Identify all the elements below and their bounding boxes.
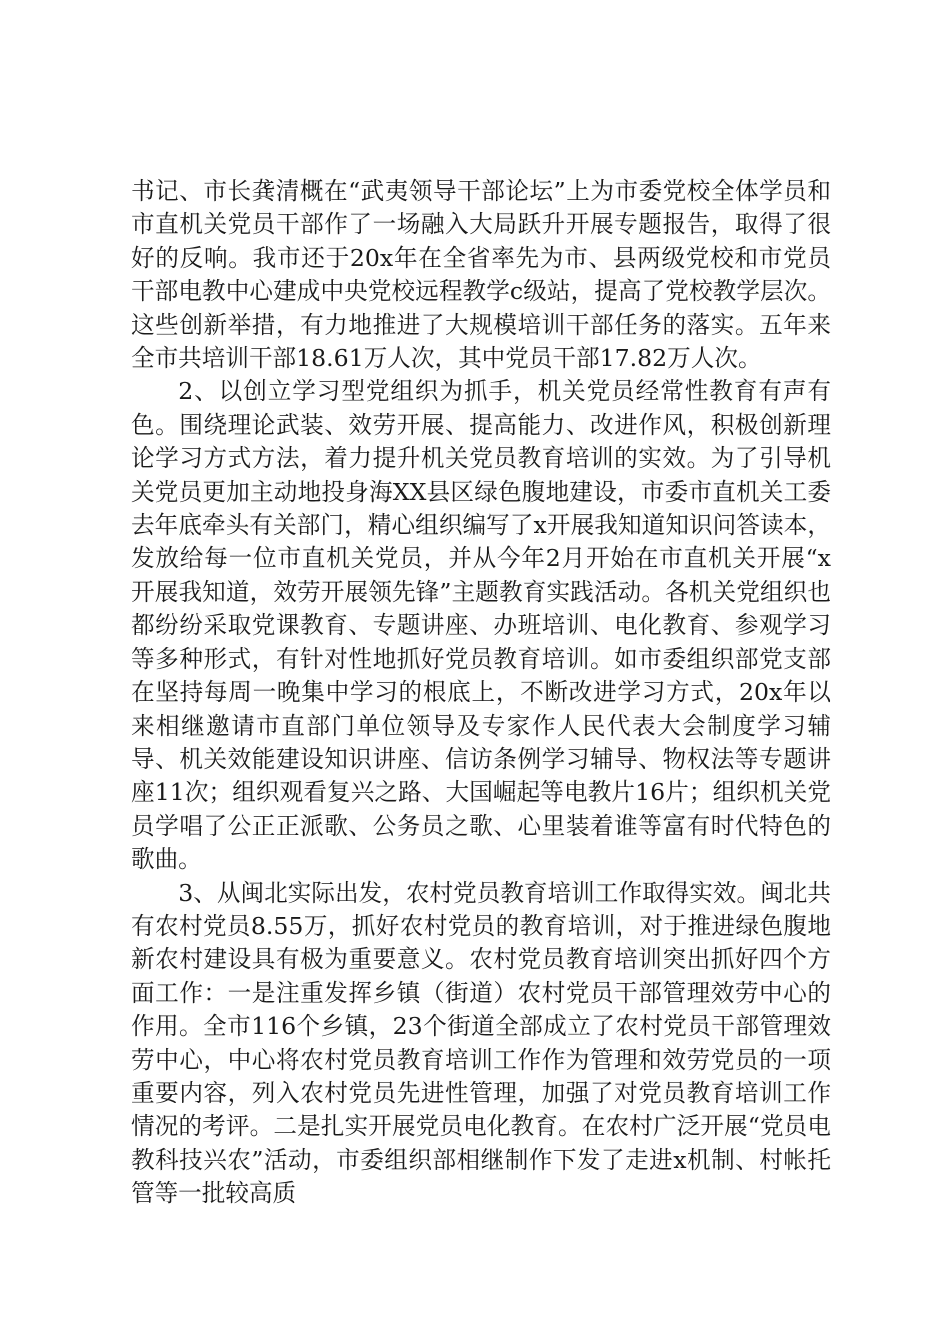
document-body — [131, 175, 831, 1211]
paragraph-continuation: 书记、市长龚清概在“武夷领导干部论坛”上为市委党校全体学员和市直机关党员干部作了一场融入大局跃升开展专题报告，取得了很好的反响。我市还于20x年在全省率先为市、县两级党校和市党员干部电教中心建成中央党校远程教学c级站，提高了党校教学层次。这些创新举措，有力地推进了大规模培训干部任务的落实。五年来全市共培训干部18.61万人次，其中党员干部17.82万人次。 — [131, 177, 831, 373]
paragraph-section-2: 2、以创立学习型党组织为抓手，机关党员经常性教育有声有色。围绕理论武装、效劳开展、提高能力、改进作风，积极创新理论学习方式方法，着力提升机关党员教育培训的实效。为了引导机关党员更加主动地投身海XX县区绿色腹地建设，市委市直机关工委去年底牵头有关部门，精心组织编写了x开展我知道知识问答读本，发放给每一位市直机关党员，并从今年2月开始在市直机关开展“x开展我知道，效劳开展领先锋”主题教育实践活动。各机关党组织也都纷纷采取党课教育、专题讲座、办班培训、电化教育、参观学习等多种形式，有针对性地抓好党员教育培训。如市委组织部党支部在坚持每周一晚集中学习的根底上，不断改进学习方式，20x年以来相继邀请市直部门单位领导及专家作人民代表大会制度学习辅导、机关效能建设知识讲座、信访条例学习辅导、物权法等专题讲座11次；组织观看复兴之路、大国崛起等电教片16片；组织机关党员学唱了公正正派歌、公务员之歌、心里装着谁等富有时代特色的歌曲。 — [131, 377, 831, 874]
paragraph-section-3: 3、从闽北实际出发，农村党员教育培训工作取得实效。闽北共有农村党员8.55万，抓好农村党员的教育培训，对于推进绿色腹地新农村建设具有极为重要意义。农村党员教育培训突出抓好四个方面工作：一是注重发挥乡镇（街道）农村党员干部管理效劳中心的作用。全市116个乡镇，23个街道全部成立了农村党员干部管理效劳中心，中心将农村党员教育培训工作作为管理和效劳党员的一项重要内容，列入农村党员先进性管理，加强了对党员教育培训工作情况的考评。二是扎实开展党员电化教育。在农村广泛开展“党员电教科技兴农”活动，市委组织部相继制作下发了走进x机制、村帐托管等一批较高质 — [131, 878, 831, 1208]
